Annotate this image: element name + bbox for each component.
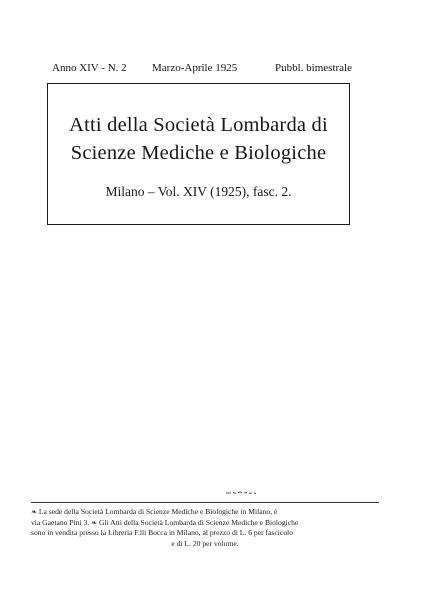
ink-smudge-icon xyxy=(225,490,261,496)
issue-number: Anno XIV - N. 2 xyxy=(52,62,127,74)
journal-title-line-1: Atti della Società Lombarda di xyxy=(69,114,328,136)
title-box xyxy=(47,83,350,225)
leaf-ornament-icon: ❧ xyxy=(31,508,37,516)
note-line-1: ❧ La sede della Società Lombarda di Scienze Mediche e Biologiche in Milano, è xyxy=(31,507,278,516)
publisher-note-text xyxy=(31,507,379,549)
issue-date: Marzo-Aprile 1925 xyxy=(152,62,238,74)
note-line-2: via Gaetano Pini 3. ❧ Gli Atti della Società Lombarda di Scienze Mediche e Biologiche xyxy=(31,517,299,527)
publisher-note xyxy=(31,502,379,548)
note-line-4: e di L. 20 per volume. xyxy=(171,538,239,548)
leaf-ornament-icon: ❧ xyxy=(91,518,97,527)
journal-title-line-2: Scienze Mediche e Biologiche xyxy=(70,142,327,164)
publication-frequency: Pubbl. bimestrale xyxy=(275,62,352,74)
note-line-3: sono in vendita presso la Libreria F.lli Bocca in Milano, al prezzo di L. 6 per fascicolo xyxy=(31,528,293,537)
issue-header xyxy=(52,60,352,76)
volume-subtitle: Milano – Vol. XIV (1925), fasc. 2. xyxy=(105,184,292,199)
